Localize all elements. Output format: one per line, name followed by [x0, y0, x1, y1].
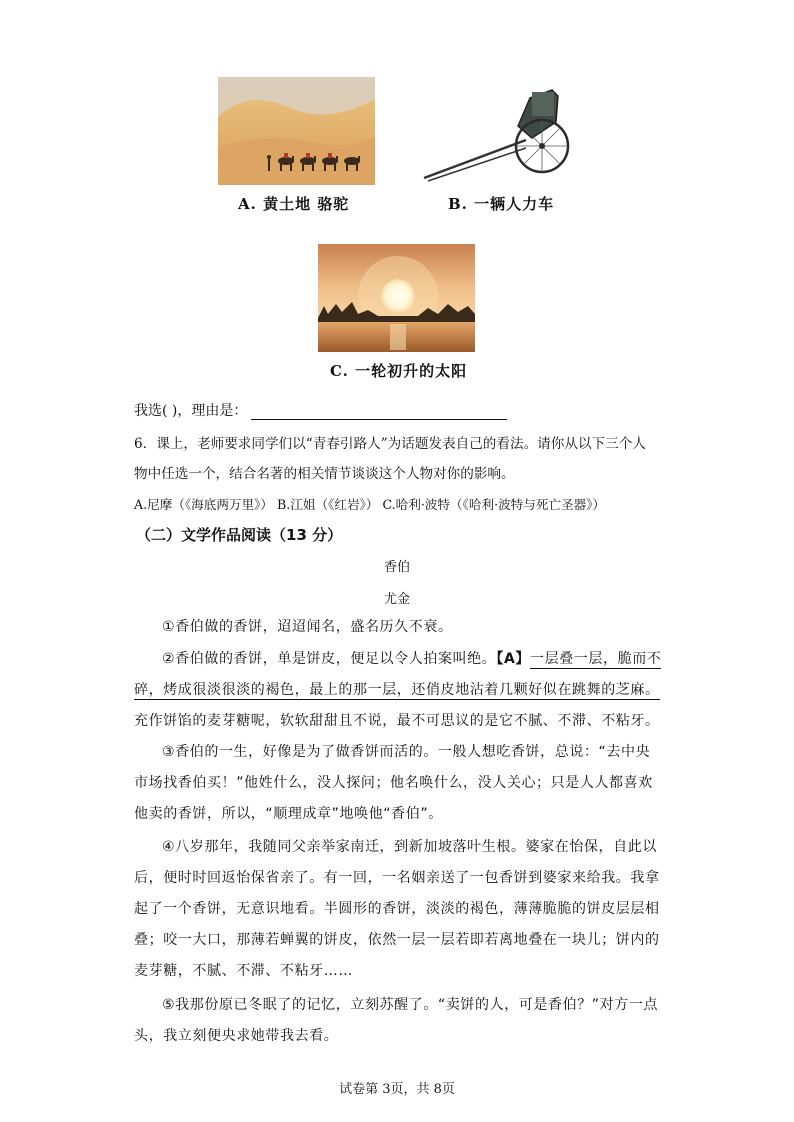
paragraph-5 — [134, 990, 664, 1052]
desert-camels-image — [218, 77, 375, 185]
option-b-caption: B. 一辆人力车 — [448, 195, 555, 213]
article-author: 尤金 — [383, 592, 410, 607]
choice-prefix: 我选( )，理由是： — [134, 403, 248, 419]
paragraph-2-end: 充作饼馅的麦芽糖呢，软软甜甜且不说，最不可思议的是它不腻、不滞、不粘牙。 — [134, 713, 660, 729]
paragraph-2-start: ②香伯做的香饼，单是饼皮，便足以令人拍案叫绝。 — [162, 651, 497, 667]
paragraph-3 — [134, 737, 664, 830]
paragraph-5-text: ⑤我那份原已冬眠了的记忆，立刻苏醒了。“卖饼的人，可是香伯？”对方一点头，我立刻便央求她带我去看。 — [134, 997, 659, 1044]
marker-a: 【A】 — [496, 651, 530, 667]
paragraph-1-text: ①香伯做的香饼，迢迢闻名，盛名历久不衰。 — [162, 619, 453, 635]
reason-blank[interactable] — [251, 405, 507, 420]
page-footer: 试卷第 3页，共 8页 — [339, 1082, 455, 1097]
paragraph-4-text: ④八岁那年，我随同父亲举家南迁，到新加坡落叶生根。婆家在怡保，自此以后，便时时回返怡保省亲了。有一回，一名姻亲送了一包香饼到婆家来给我。我拿起了一个香饼，无意识地看。半圆形的香饼，淡淡的褐色，薄薄脆脆的饼皮层层相叠；咬一大口，那薄若蝉翼的饼皮，依然一层一层若即若离地叠在一块儿；饼内的麦芽糖，不腻、不滞、不粘牙…… — [134, 839, 660, 979]
choice-line — [134, 400, 507, 420]
article-title: 香伯 — [383, 560, 410, 575]
option-a-caption: A. 黄土地 骆驼 — [238, 195, 350, 213]
option-c-caption: C. 一轮初升的太阳 — [330, 362, 468, 380]
paragraph-4 — [134, 832, 664, 987]
q6-line2: 物中任选一个，结合名著的相关情节谈谈这个人物对你的影响。 — [134, 466, 515, 482]
section-heading: （二）文学作品阅读（13 分） — [136, 526, 343, 544]
underlined-sentence: 一层叠一层，脆而不碎，烤成很淡很淡的褐色，最上的那一层，还俏皮地沾着几颗好似在跳舞的芝麻。 — [134, 651, 662, 698]
q6-options: A.尼摩（《海底两万里》） B.江姐（《红岩》） C.哈利·波特（《哈利·波特与死亡圣器》） — [134, 497, 606, 512]
paragraph-2 — [134, 644, 664, 737]
q6-line1: 6．课上，老师要求同学们以“青春引路人”为话题发表自己的看法。请你从以下三个人 — [134, 436, 646, 452]
paragraph-1 — [134, 612, 664, 643]
paragraph-3-text: ③香伯的一生，好像是为了做香饼而活的。一般人想吃香饼，总说：“去中央市场找香伯买！”他姓什么，没人探问；他名唤什么，没人关心；只是人人都喜欢他卖的香饼，所以，“顺理成章”地唤他“香伯”。 — [134, 744, 653, 822]
rickshaw-image — [422, 82, 574, 184]
sunrise-image — [318, 244, 475, 352]
